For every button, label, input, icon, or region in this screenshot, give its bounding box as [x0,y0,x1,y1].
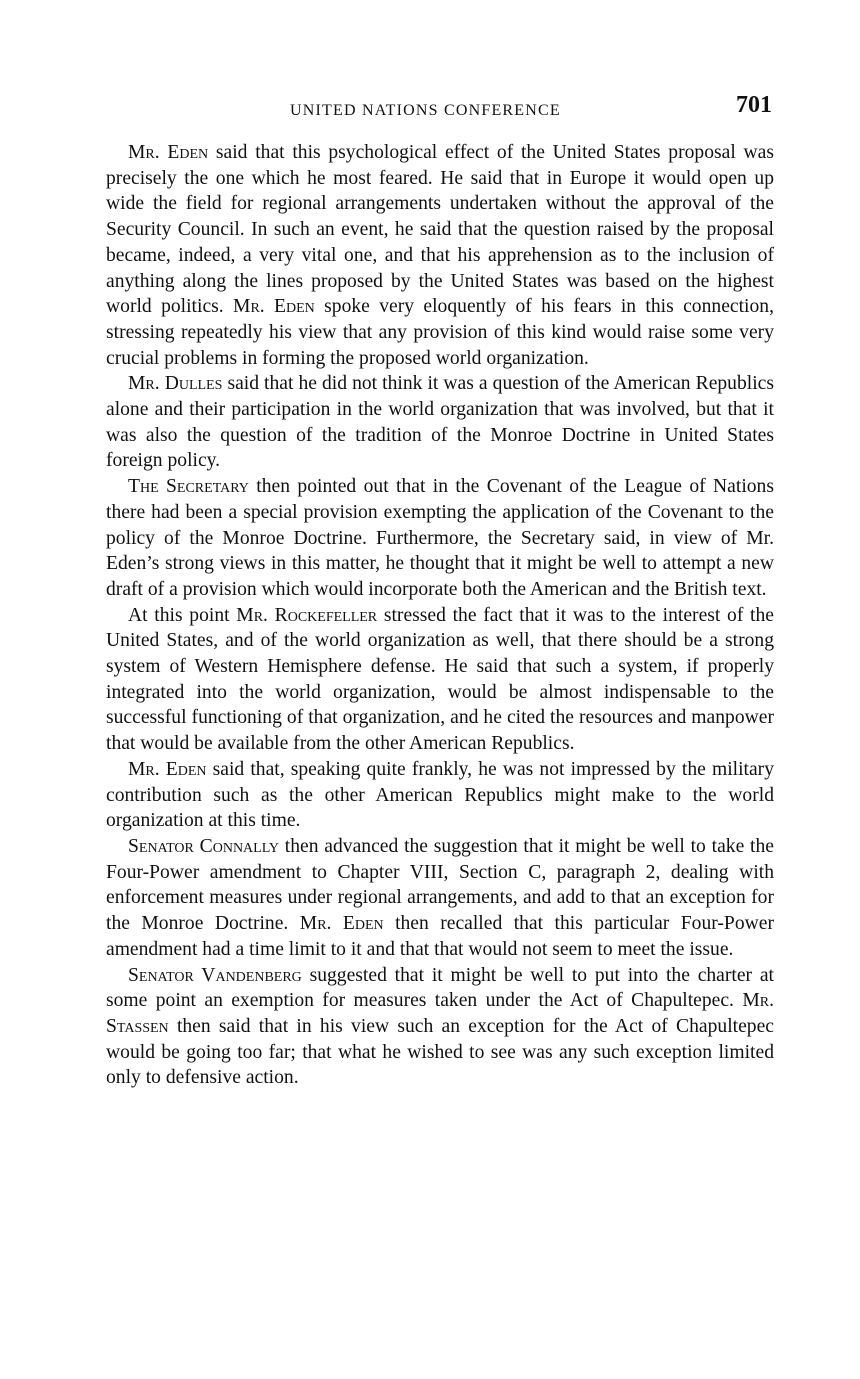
paragraph-text: then said that in his view such an exception for the Act of Chapultepec would be going too far; that what he wished to see was any such exception limited only to defensive action. [106,1015,774,1089]
paragraph-text: said that, speaking quite frankly, he was not impressed by the military contribution such as the other American Republics might make to the world organization at this time. [106,758,774,832]
paragraph-text: said that he did not think it was a question of the American Republics alone and their participation in the world organization that was involved, but that it was also the question of the tradition of the Monroe Doctrine in United States foreign policy. [106,373,774,472]
paragraph-text: suggested that it might be well to put into the charter at some point an exemption for measures taken under the Act of Chapultepec. [106,964,775,1012]
paragraph-text: At this point [128,604,237,626]
paragraph [106,140,774,371]
speaker-name: Senator Connally [128,835,279,857]
running-head [106,92,774,126]
speaker-name: Mr. Rockefeller [236,604,378,626]
speaker-name: Mr. Dulles [128,373,223,395]
paragraph [106,371,774,474]
paragraph [106,757,774,834]
running-title: UNITED NATIONS CONFERENCE [290,102,561,119]
paragraph [106,603,774,757]
speaker-name: The Secretary [128,476,249,498]
paragraph [106,963,774,1092]
speaker-name: Senator Vandenberg [128,964,302,986]
paragraph-text: then pointed out that in the Covenant of the League of Nations there had been a special provision exempting the application of the Covenant to the policy of the Monroe Doctrine. Furthermore, the Secretary said, in view of Mr. Eden’s strong views in this matter, he thought that it might be well to attempt a new draft of a provision which would incorporate both the American and the British text. [106,476,774,600]
speaker-name: Mr. Eden [299,913,384,935]
paragraph-text: spoke very eloquently of his fears in this connection, stressing repeatedly his view that any provision of this kind would raise some very crucial problems in forming the proposed world organization. [106,296,774,369]
speaker-name: Mr. Eden [233,296,315,318]
paragraph-text: stressed the fact that it was to the interest of the United States, and of the world organization as well, that there should be a strong system of Western Hemisphere defense. He said that such a system, if properly integrated into the world organization, would be almost indispensable to the successful functioning of that organization, and he cited the resources and manpower that would be available from the other American Republics. [106,604,774,755]
page-number: 701 [736,92,772,118]
speaker-name: Mr. Stassen [106,990,774,1037]
paragraph-text: said that this psychological effect of the United States proposal was precisely the one which he most feared. He said that in Europe it would open up wide the field for regional arrangements undertaken without the approval of the Security Council. In such an event, he said that the question raised by the proposal became, indeed, a very vital one, and that his apprehension as to the inclusion of anything along the lines proposed by the United States was based on the highest world politics. [106,142,774,318]
paragraph [106,834,774,963]
speaker-name: Mr. Eden [128,758,207,780]
paragraph-text: then recalled that this particular Four-Power amendment had a time limit to it and that that would not seem to meet the issue. [106,913,774,960]
body-text [106,140,774,1091]
paragraph-text: then advanced the suggestion that it might be well to take the Four-Power amendment to Chapter VIII, Section C, paragraph 2, dealing with enforcement measures under regional arrangements, and add to that an exception for the Monroe Doctrine. [106,835,774,935]
paragraph [106,474,774,603]
speaker-name: Mr. Eden [128,142,209,163]
